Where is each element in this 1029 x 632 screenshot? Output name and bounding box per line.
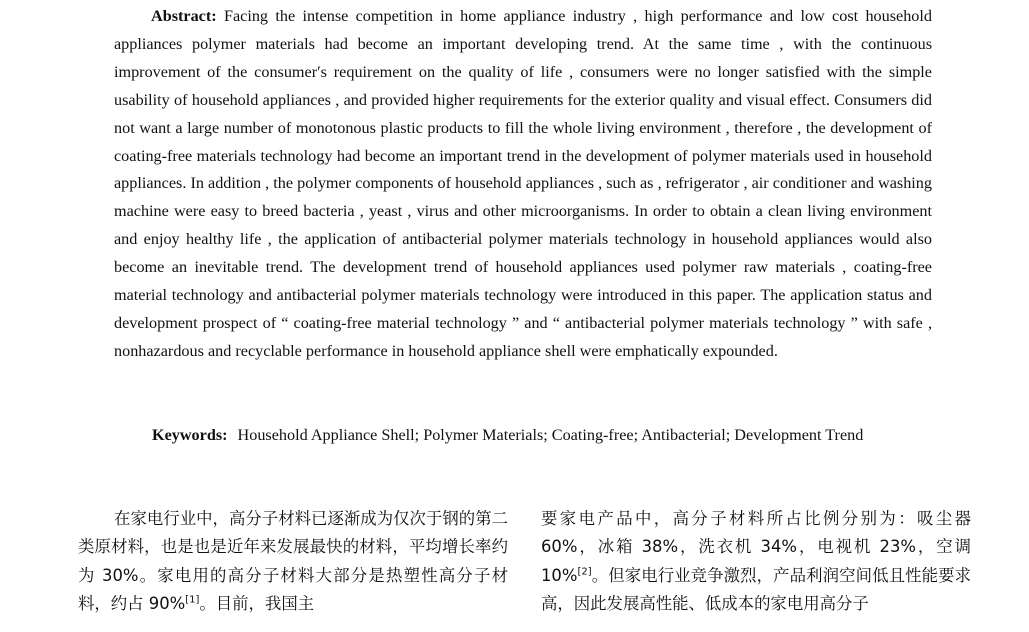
body-left-text-2: 。目前，我国主 [199,594,315,614]
keywords-paragraph [152,422,932,450]
body-column-left [78,505,508,619]
citation-ref-1: [1] [185,594,200,606]
abstract-text: Facing the intense competition in home appliance industry , high performance and low cost household appliances polymer materials had become an important developing trend. At the same time , with the continuous improvement of the consumer′s requirement on the quality of life , consumers were no longer satisfied with the simple usability of household appliances , and provided higher requirements for the exterior quality and visual effect. Consumers did not want a large number of monotonous plastic products to fill the whole living environment , therefore , the development of coating-free materials technology had become an important trend in the development of polymer materials used in household appliances. In addition , the polymer components of household appliances , such as , refrigerator , air conditioner and washing machine were easy to breed bacteria , yeast , virus and other microorganisms. In order to obtain a clean living environment and enjoy healthy life , the application of antibacterial polymer materials technology in household appliances would also become an inevitable trend. The development trend of household appliances used polymer raw materials , coating-free material technology and antibacterial polymer materials technology were introduced in this paper. The application status and development prospect of “ coating-free material technology ” and “ antibacterial polymer materials technology ” with safe , nonhazardous and recyclable performance in household appliance shell were emphatically expounded. [114,7,932,360]
abstract-label: Abstract: [151,7,217,25]
body-right-text-2: 。但家电行业竞争激烈，产品利润空间低且性能要求高，因此发展高性能、低成本的家电用高分子 [541,565,971,614]
body-left-text-1: 在家电行业中，高分子材料已逐渐成为仅次于钢的第二类原材料，也是也是近年来发展最快的材料，平均增长率约为 30%。家电用的高分子材料大部分是热塑性高分子材料，约占 90% [78,509,508,614]
body-column-right [541,505,971,619]
abstract-paragraph [114,3,932,366]
body-right-text-1: 要家电产品中，高分子材料所占比例分别为：吸尘器 60%，冰箱 38%，洗衣机 34%，电视机 23%，空调 10% [541,509,971,585]
citation-ref-2: [2] [577,566,592,578]
keywords-text: Household Appliance Shell; Polymer Materials; Coating-free; Antibacterial; Development Trend [237,426,864,444]
keywords-label: Keywords: [152,426,228,444]
